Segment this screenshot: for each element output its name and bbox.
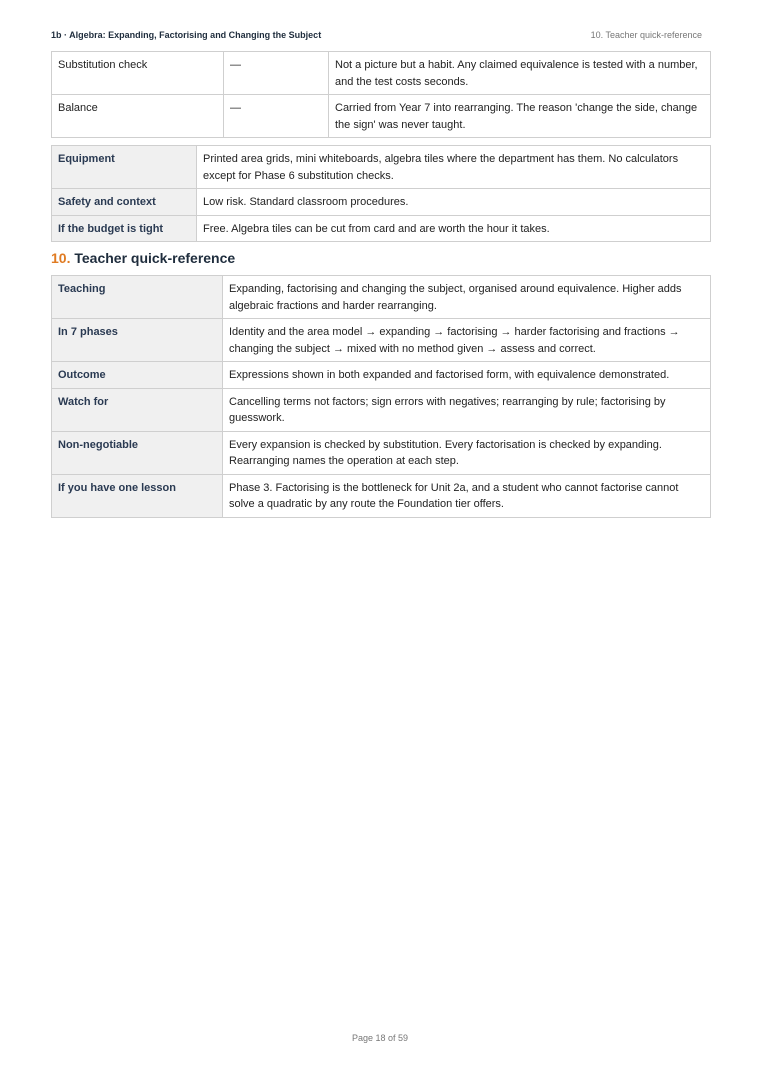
strategy-note: Carried from Year 7 into rearranging. The reason 'change the side, change the sign' was never taught. [329,95,711,138]
strategy-name: Substitution check [52,52,224,95]
table-row [52,319,711,362]
page-header [51,28,702,42]
reference-value: Expanding, factorising and changing the subject, organised around equivalence. Higher adds algebraic fractions and harder rearranging. [223,276,711,319]
reference-value: Cancelling terms not factors; sign errors with negatives; rearranging by rule; factorising by guesswork. [223,388,711,431]
section-number: 10. [51,250,71,266]
info-key: Equipment [52,146,197,189]
reference-key: Non-negotiable [52,431,223,474]
table-row [52,388,711,431]
document-title: 1b · Algebra: Expanding, Factorising and Changing the Subject [51,30,322,40]
reference-value: Identity and the area model → expanding → factorising → harder factorising and fractions → changing the subject → mixed with no method given → assess and correct. [223,319,711,362]
table-row [52,431,711,474]
reference-key: Outcome [52,362,223,389]
table-row [52,52,711,95]
strategy-name: Balance [52,95,224,138]
section-heading [51,250,235,266]
reference-value: Phase 3. Factorising is the bottleneck for Unit 2a, and a student who cannot factorise cannot solve a quadratic by any route the Foundation tier offers. [223,474,711,517]
quick-reference-table [51,275,711,518]
info-value: Low risk. Standard classroom procedures. [197,189,711,216]
section-title: Teacher quick-reference [74,250,236,266]
table-row [52,276,711,319]
info-value: Printed area grids, mini whiteboards, algebra tiles where the department has them. No calculators except for Phase 6 substitution checks. [197,146,711,189]
reference-value: Every expansion is checked by substitution. Every factorisation is checked by expanding. Rearranging names the operation at each step. [223,431,711,474]
info-key: If the budget is tight [52,215,197,242]
reference-key: Watch for [52,388,223,431]
reference-key: Teaching [52,276,223,319]
strategy-mark: — [224,52,329,95]
table-row [52,215,711,242]
page-number: Page 18 of 59 [351,1033,409,1043]
reference-key: In 7 phases [52,319,223,362]
strategy-mark: — [224,95,329,138]
carried-strategies-table [51,51,711,138]
reference-value: Expressions shown in both expanded and factorised form, with equivalence demonstrated. [223,362,711,389]
strategy-note: Not a picture but a habit. Any claimed equivalence is tested with a number, and the test costs seconds. [329,52,711,95]
lesson-info-table [51,145,711,242]
section-running-title: 10. Teacher quick-reference [590,30,702,40]
info-key: Safety and context [52,189,197,216]
reference-key: If you have one lesson [52,474,223,517]
table-row [52,95,711,138]
table-row [52,362,711,389]
table-row [52,474,711,517]
table-row [52,189,711,216]
table-row [52,146,711,189]
info-value: Free. Algebra tiles can be cut from card and are worth the hour it takes. [197,215,711,242]
